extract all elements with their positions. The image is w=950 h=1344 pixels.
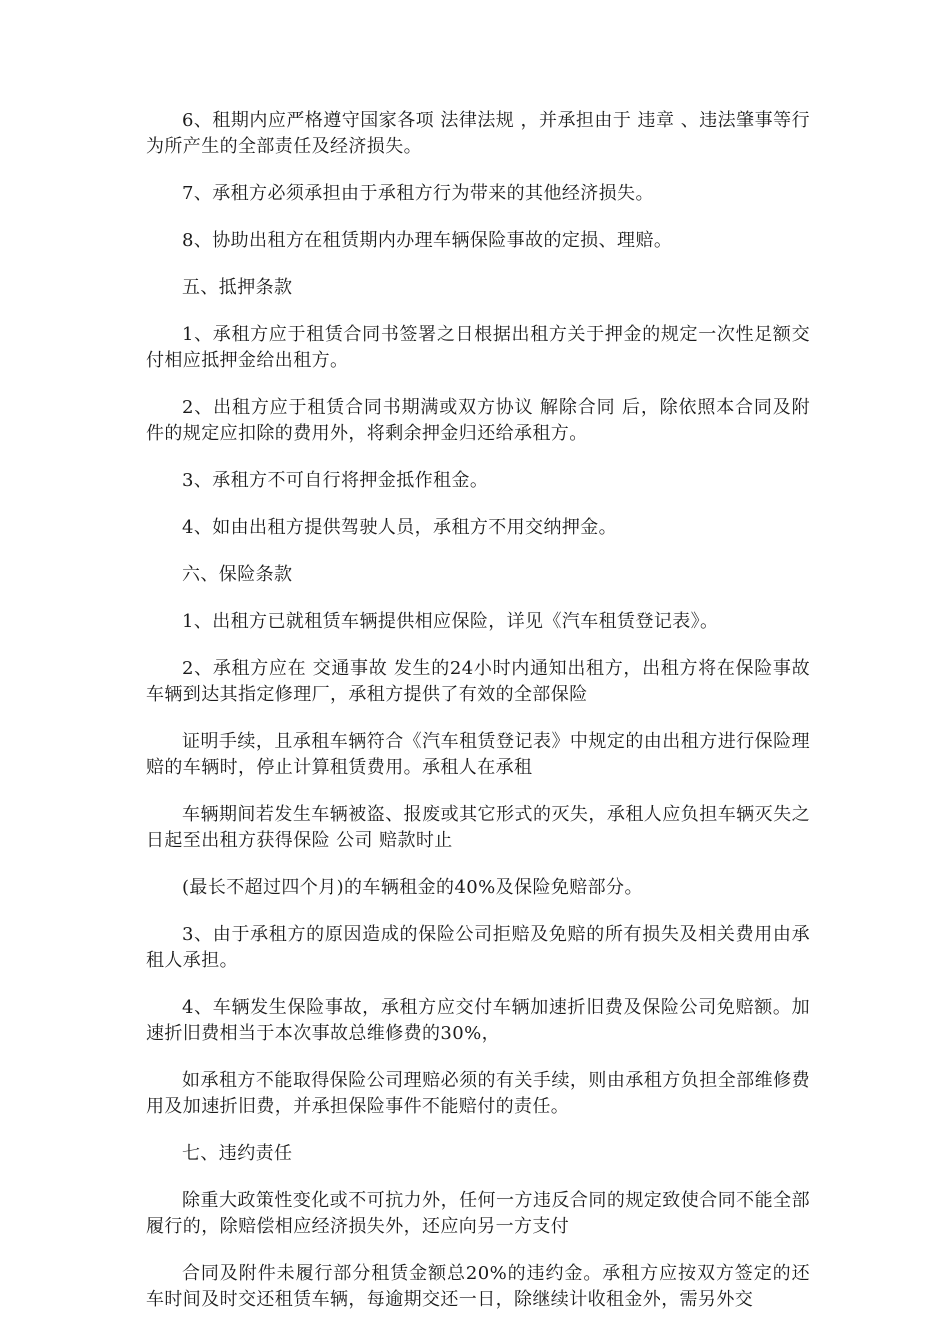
- clause-paragraph: 3、承租方不可自行将押金抵作租金。: [182, 470, 489, 491]
- clause-paragraph: 证明手续，且承租车辆符合《汽车租赁登记表》中规定的由出租方进行保险理赔的车辆时，停止计算租赁费用。承租人在承租: [146, 731, 810, 778]
- clause-paragraph: 8、协助出租方在租赁期内办理车辆保险事故的定损、理赔。: [182, 230, 673, 251]
- clause-paragraph: 如承租方不能取得保险公司理赔必须的有关手续，则由承租方负担全部维修费用及加速折旧费，并承担保险事件不能赔付的责任。: [146, 1070, 810, 1117]
- clause-paragraph: 3、由于承租方的原因造成的保险公司拒赔及免赔的所有损失及相关费用由承租人承担。: [146, 924, 810, 971]
- clause-paragraph: 1、出租方已就租赁车辆提供相应保险，详见《汽车租赁登记表》。: [182, 611, 719, 632]
- clause-paragraph: 2、承租方应在 交通事故 发生的24小时内通知出租方，出租方将在保险事故车辆到达其指定修理厂，承租方提供了有效的全部保险: [146, 658, 810, 705]
- clause-paragraph: 车辆期间若发生车辆被盗、报废或其它形式的灭失，承租人应负担车辆灭失之日起至出租方获得保险 公司 赔款时止: [146, 804, 810, 851]
- section-heading: 七、违约责任: [182, 1143, 293, 1164]
- section-heading: 五、抵押条款: [182, 277, 293, 298]
- clause-paragraph: 6、租期内应严格遵守国家各项 法律法规 ，并承担由于 违章 、违法肇事等行为所产生的全部责任及经济损失。: [146, 110, 810, 157]
- document-body: [146, 108, 810, 1334]
- clause-paragraph: (最长不超过四个月)的车辆租金的40%及保险免赔部分。: [182, 877, 643, 898]
- clause-paragraph: 4、如由出租方提供驾驶人员，承租方不用交纳押金。: [182, 517, 618, 538]
- clause-paragraph: 4、车辆发生保险事故，承租方应交付车辆加速折旧费及保险公司免赔额。加速折旧费相当于本次事故总维修费的30%，: [146, 997, 810, 1044]
- clause-paragraph: 1、承租方应于租赁合同书签署之日根据出租方关于押金的规定一次性足额交付相应抵押金给出租方。: [146, 324, 810, 371]
- clause-paragraph: 除重大政策性变化或不可抗力外，任何一方违反合同的规定致使合同不能全部履行的，除赔偿相应经济损失外，还应向另一方支付: [146, 1190, 810, 1237]
- clause-paragraph: 合同及附件未履行部分租赁金额总20%的违约金。承租方应按双方签定的还车时间及时交还租赁车辆，每逾期交还一日，除继续计收租金外，需另外交: [146, 1263, 810, 1310]
- clause-paragraph: 2、出租方应于租赁合同书期满或双方协议 解除合同 后，除依照本合同及附件的规定应扣除的费用外，将剩余押金归还给承租方。: [146, 397, 810, 444]
- section-heading: 六、保险条款: [182, 564, 293, 585]
- clause-paragraph: 7、承租方必须承担由于承租方行为带来的其他经济损失。: [182, 183, 654, 204]
